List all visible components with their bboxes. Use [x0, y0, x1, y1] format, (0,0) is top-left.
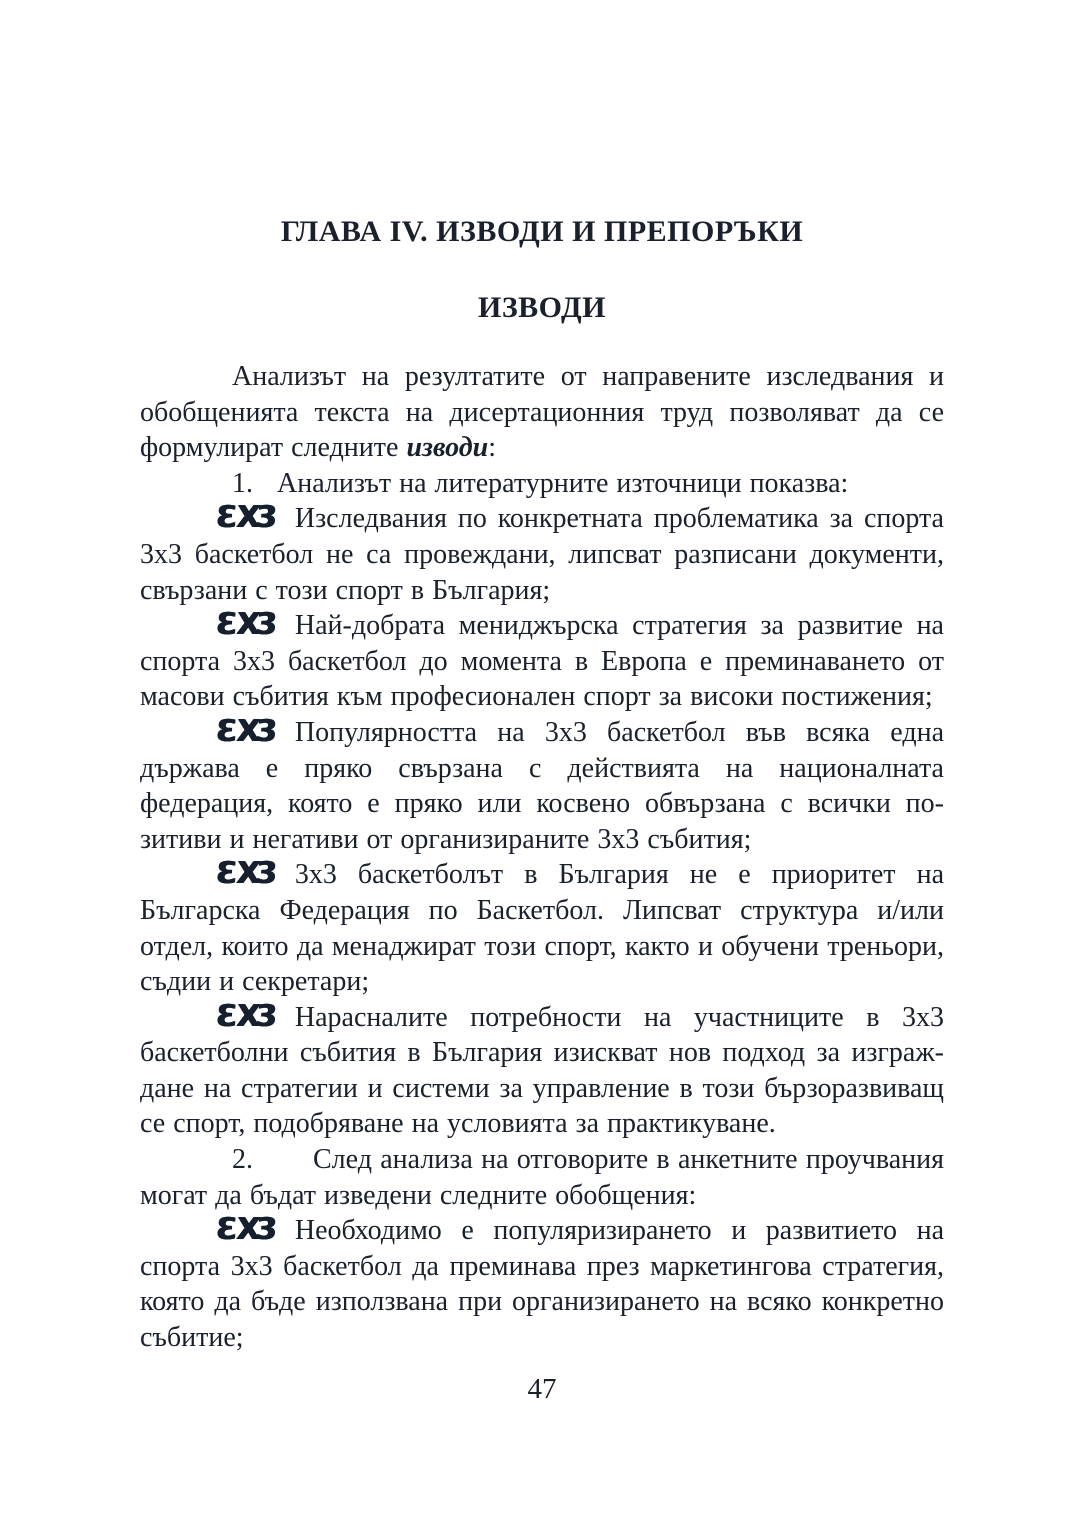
- intro-text-before: Анализът на резултатите от направените изследвания и обобщенията текста на дисертационния труд позволяват да се формулират следните: [140, 361, 944, 464]
- bullet-paragraph-3: [140, 715, 944, 857]
- section-subtitle: ИЗВОДИ: [478, 291, 606, 324]
- bullet-3-text: Популярността на 3х3 баскетбол във всяка една държава е пряко свързана с действията на националната федерация, която е пряко или косвено обвързана с всички позитиви и негативи от организираните 3х3 събития;: [140, 716, 944, 855]
- bullet-paragraph-6: [140, 1213, 944, 1355]
- 3x3-logo-icon: 3X3: [218, 1212, 275, 1248]
- 3x3-logo-icon: 3X3: [218, 607, 275, 643]
- bullet-2-text: Най-добрата мениджърска стратегия за развитие на спорта 3х3 баскетбол до момента в Европа е преминаването от масови събития към професионален спорт за високи постижения;: [140, 610, 944, 713]
- item-1-text: Анализът на литературните източници показва:: [277, 467, 849, 499]
- intro-text-after: :: [488, 432, 496, 464]
- item-2-number: 2.: [232, 1144, 253, 1176]
- bullet-paragraph-1: [140, 501, 944, 608]
- 3x3-logo-icon: 3X3: [218, 998, 275, 1034]
- 3x3-logo-icon: 3X3: [218, 856, 275, 892]
- 3x3-logo-icon: 3X3: [218, 500, 275, 536]
- bullet-paragraph-4: [140, 857, 944, 999]
- chapter-title: ГЛАВА IV. ИЗВОДИ И ПРЕПОРЪКИ: [280, 215, 804, 248]
- item-1-number: 1.: [232, 467, 253, 499]
- bullet-paragraph-5: [140, 1000, 944, 1142]
- item-2-text: След анализа на отговорите в анкетните проучвания могат да бъдат изведени следните обобщения:: [140, 1144, 944, 1211]
- page-number: 47: [527, 1372, 557, 1405]
- bullet-paragraph-2: [140, 608, 944, 715]
- numbered-item-2: [140, 1142, 944, 1213]
- intro-emphasis: изводи: [406, 432, 489, 464]
- bullet-6-text: Необходимо е популяризирането и развитието на спорта 3х3 баскетбол да преминава през маркетингова стратегия, която да бъде използвана при организирането на всяко конкретно събитие;: [140, 1215, 944, 1354]
- 3x3-logo-icon: 3X3: [218, 713, 275, 749]
- intro-paragraph: [140, 359, 944, 466]
- bullet-4-text: 3х3 баскетболът в България не е приоритет на Българска Федерация по Баскетбол. Липсват структура и/или отдел, които да менаджират този спорт, както и обучени треньори, съдии и секретари;: [140, 859, 944, 998]
- bullet-1-text: Изследвания по конкретната проблематика за спорта 3х3 баскетбол не са провеждани, липсват разписани документи, свързани с този спорт в България;: [140, 503, 944, 606]
- bullet-5-text: Нарасналите потребности на участниците в 3х3 баскетболни събития в България изискват нов подход за изграждане на стратегии и системи за управление в този бързоразвиващ се спорт, подобряване на условията за практикуване.: [140, 1001, 944, 1140]
- numbered-item-1: [140, 466, 944, 502]
